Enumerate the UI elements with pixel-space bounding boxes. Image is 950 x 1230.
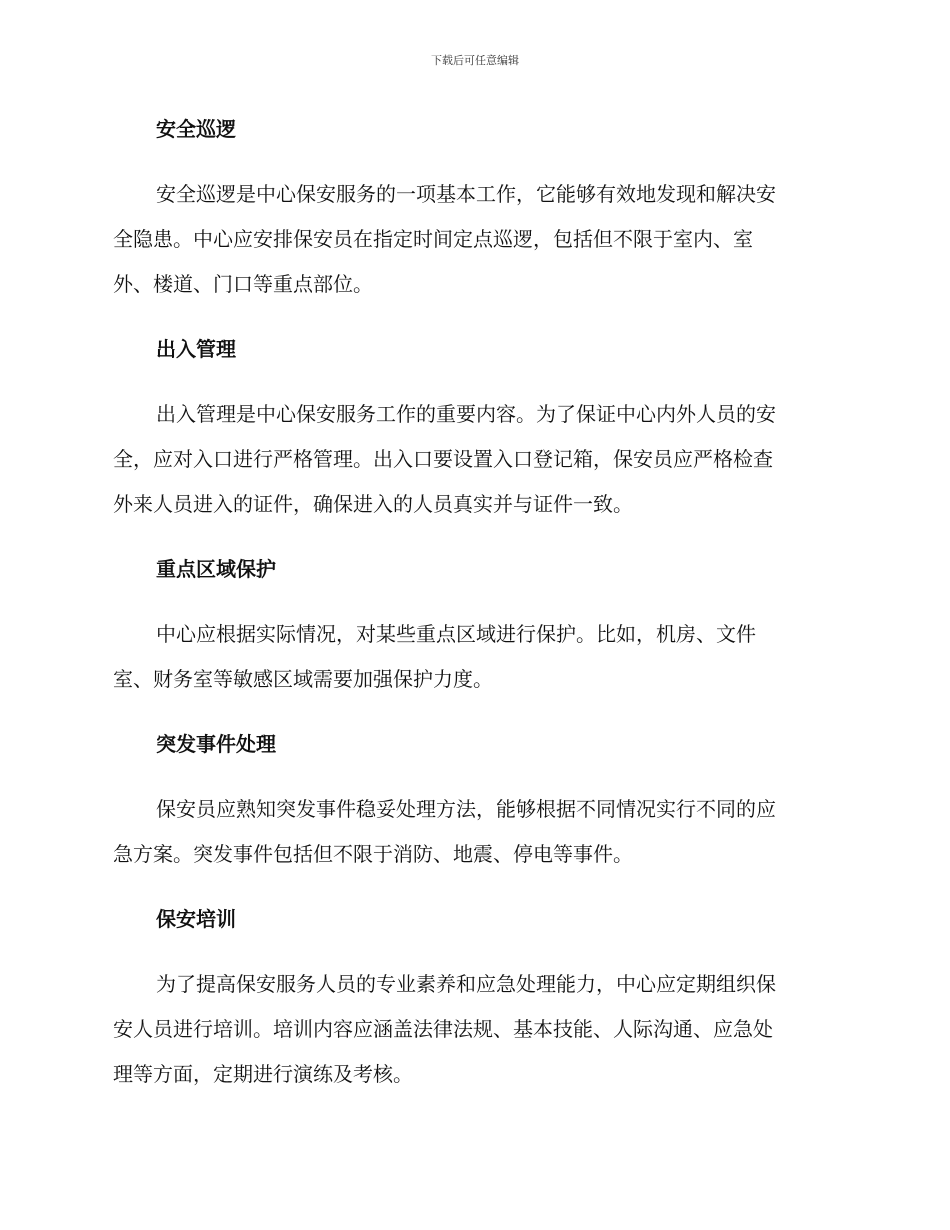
page-header-note: 下载后可任意编辑 <box>431 54 519 67</box>
body-line: 安全巡逻是中心保安服务的一项基本工作，它能够有效地发现和解决安 <box>156 182 776 206</box>
section-body-training <box>113 962 833 1097</box>
document-content <box>113 114 833 1097</box>
section-heading-key-areas: 重点区域保护 <box>156 557 276 581</box>
section-heading-access: 出入管理 <box>156 337 236 361</box>
body-line: 急方案。突发事件包括但不限于消防、地震、停电等事件。 <box>113 842 633 866</box>
section-heading-training: 保安培训 <box>156 907 236 931</box>
body-line: 中心应根据实际情况，对某些重点区域进行保护。比如，机房、文件 <box>156 622 756 646</box>
body-line: 保安员应熟知突发事件稳妥处理方法，能够根据不同情况实行不同的应 <box>156 797 776 821</box>
body-line: 理等方面，定期进行演练及考核。 <box>113 1062 413 1086</box>
body-line: 全，应对入口进行严格管理。出入口要设置入口登记箱，保安员应严格检查 <box>113 447 773 471</box>
body-line: 为了提高保安服务人员的专业素养和应急处理能力，中心应定期组织保 <box>156 972 776 996</box>
section-body-key-areas <box>113 612 833 702</box>
body-line: 安人员进行培训。培训内容应涵盖法律法规、基本技能、人际沟通、应急处 <box>113 1017 773 1041</box>
body-line: 外、楼道、门口等重点部位。 <box>113 272 373 296</box>
section-heading-emergency: 突发事件处理 <box>156 732 276 756</box>
section-body-emergency <box>113 787 833 877</box>
body-line: 出入管理是中心保安服务工作的重要内容。为了保证中心内外人员的安 <box>156 402 776 426</box>
body-line: 室、财务室等敏感区域需要加强保护力度。 <box>113 667 493 691</box>
section-body-access <box>113 392 833 527</box>
section-heading-patrol: 安全巡逻 <box>156 117 236 141</box>
body-line: 外来人员进入的证件，确保进入的人员真实并与证件一致。 <box>113 492 633 516</box>
body-line: 全隐患。中心应安排保安员在指定时间定点巡逻，包括但不限于室内、室 <box>113 227 753 251</box>
section-body-patrol <box>113 172 833 307</box>
